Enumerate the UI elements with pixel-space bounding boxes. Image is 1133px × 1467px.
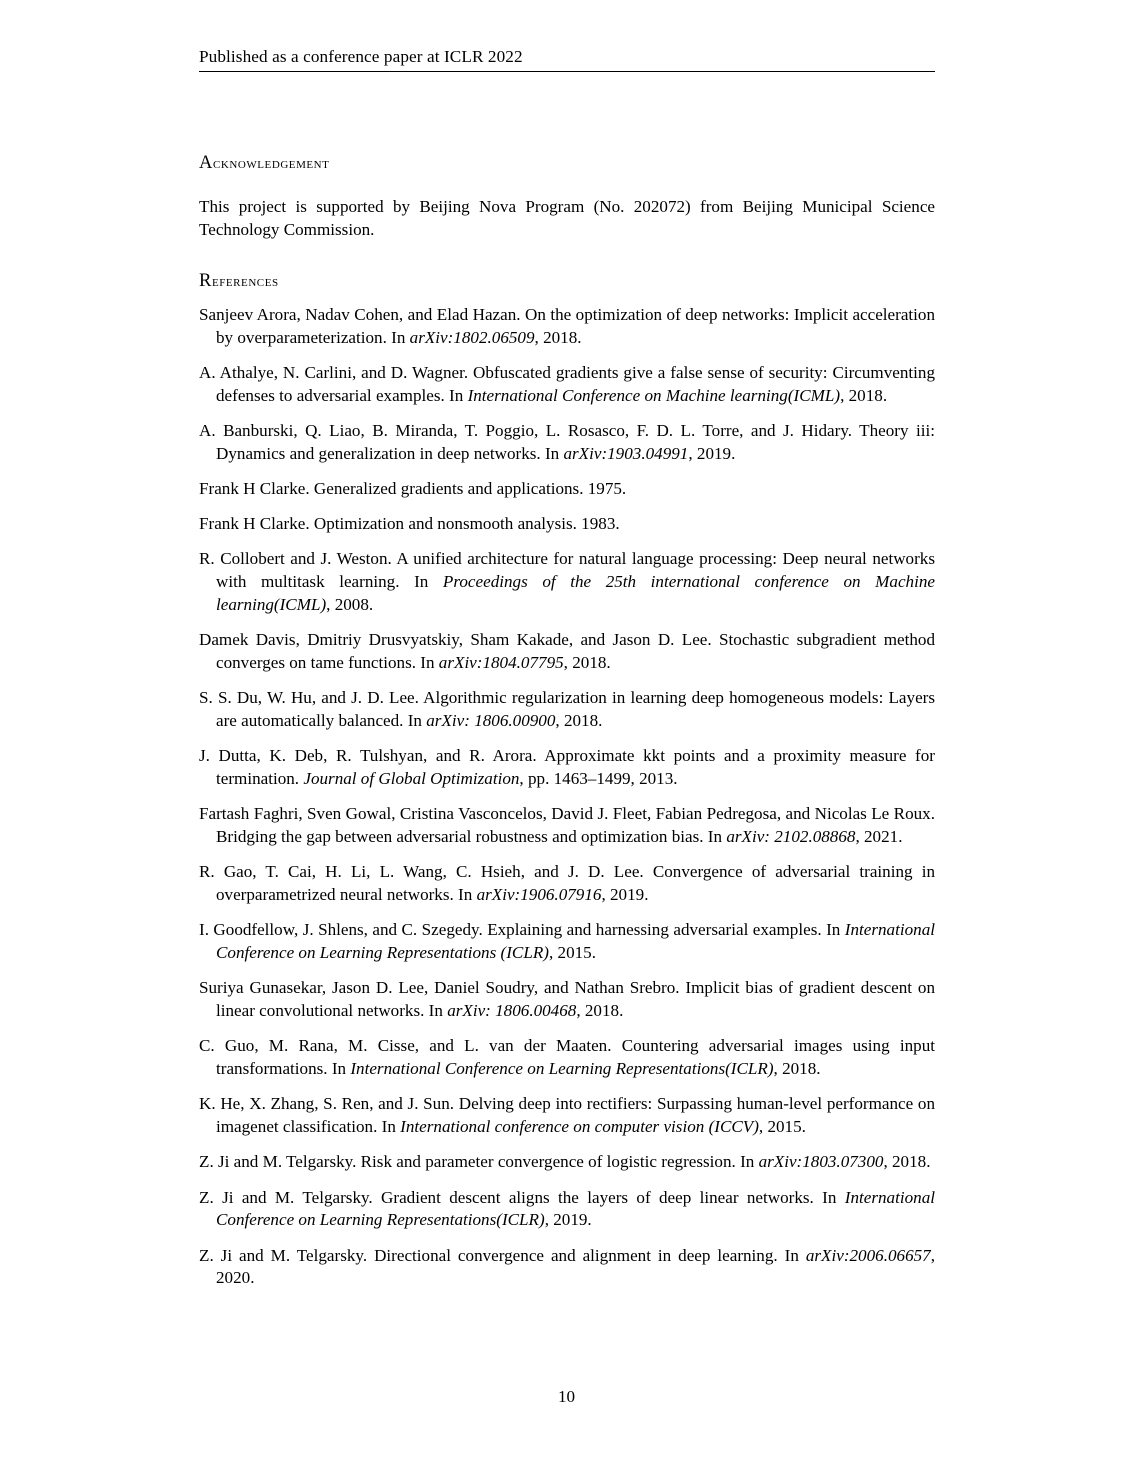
reference-venue: International Conference on Learning Representations(ICLR) [350, 1059, 774, 1079]
reference-text: , 2018. [534, 327, 582, 347]
reference-entry [199, 1151, 935, 1174]
reference-entry [199, 1093, 935, 1139]
references-heading-initial: R [199, 270, 212, 291]
reference-text: Z. Ji and M. Telgarsky. Directional convergence and alignment in deep learning. In [199, 1245, 806, 1265]
reference-text: , 2018. [555, 711, 603, 731]
reference-entry [199, 1187, 935, 1233]
reference-venue: arXiv: 1806.00900 [426, 711, 556, 731]
reference-venue: Journal of Global Optimization [303, 769, 520, 789]
reference-text: Z. Ji and M. Telgarsky. Risk and parameter convergence of logistic regression. In [199, 1152, 759, 1172]
reference-venue: arXiv:1804.07795 [438, 653, 564, 673]
reference-text: , pp. 1463–1499, 2013. [519, 769, 678, 789]
reference-text: , 2008. [326, 595, 374, 615]
reference-venue: arXiv:1802.06509 [409, 327, 535, 347]
reference-text: , 2019. [688, 443, 736, 463]
acknowledgement-heading [199, 152, 329, 174]
acknowledgement-heading-initial: A [199, 152, 213, 173]
reference-text: Z. Ji and M. Telgarsky. Gradient descent aligns the layers of deep linear networks. In [199, 1187, 845, 1207]
reference-venue: arXiv: 1806.00468 [447, 1001, 577, 1021]
running-header-text: Published as a conference paper at ICLR 2022 [199, 47, 523, 66]
reference-entry [199, 420, 935, 466]
reference-entry [199, 861, 935, 907]
reference-text: , 2018. [576, 1001, 624, 1021]
reference-text: Frank H Clarke. Generalized gradients and applications. 1975. [199, 479, 627, 499]
reference-entry [199, 1035, 935, 1081]
acknowledgement-heading-rest: cknowledgement [212, 155, 330, 172]
reference-text: , 2015. [758, 1117, 806, 1137]
reference-entry [199, 478, 935, 501]
reference-entry [199, 304, 935, 350]
reference-text: , 2019. [601, 885, 649, 905]
reference-venue: arXiv: 2102.08868 [726, 827, 856, 847]
reference-text: I. Goodfellow, J. Shlens, and C. Szegedy. Explaining and harnessing adversarial examples. In [199, 920, 845, 940]
reference-entry [199, 1245, 935, 1291]
reference-entry [199, 919, 935, 965]
reference-text: Fartash Faghri, Sven Gowal, Cristina Vasconcelos, David J. Fleet, Fabian Pedregosa, and Nicolas Le Roux. Bridging the gap between adversarial robustness and optimization bias. In [199, 804, 935, 847]
reference-text: R. Collobert and J. Weston. A unified architecture for natural language processing: Deep neural networks with multitask learning. In [199, 549, 935, 592]
reference-entry [199, 513, 935, 536]
reference-venue: International conference on computer vision (ICCV) [400, 1117, 759, 1137]
reference-venue: Proceedings of the 25th international conference on Machine learning(ICML) [216, 572, 935, 615]
reference-text: S. S. Du, W. Hu, and J. D. Lee. Algorithmic regularization in learning deep homogeneous models: Layers are automatically balanced. In [199, 688, 935, 731]
reference-venue: International Conference on Machine learning(ICML) [467, 385, 841, 405]
reference-text: K. He, X. Zhang, S. Ren, and J. Sun. Delving deep into rectifiers: Surpassing human-level performance on imagenet classification. In [199, 1094, 935, 1137]
reference-venue: arXiv:1903.04991 [563, 443, 689, 463]
reference-text: , 2018. [773, 1059, 821, 1079]
reference-venue: arXiv:1803.07300 [758, 1152, 884, 1172]
reference-entry [199, 687, 935, 733]
reference-text: Sanjeev Arora, Nadav Cohen, and Elad Hazan. On the optimization of deep networks: Implicit acceleration by overparameterization. In [199, 305, 935, 347]
reference-text: Frank H Clarke. Optimization and nonsmooth analysis. 1983. [199, 514, 620, 534]
reference-text: Suriya Gunasekar, Jason D. Lee, Daniel Soudry, and Nathan Srebro. Implicit bias of gradient descent on linear convolutional networks. In [199, 978, 935, 1021]
reference-text: , 2020. [216, 1245, 935, 1288]
reference-text: A. Athalye, N. Carlini, and D. Wagner. Obfuscated gradients give a false sense of security: Circumventing defenses to adversarial examples. In [199, 363, 935, 405]
reference-text: A. Banburski, Q. Liao, B. Miranda, T. Poggio, L. Rosasco, F. D. L. Torre, and J. Hidary. Theory iii: Dynamics and generalization in deep networks. In [199, 421, 935, 463]
reference-venue: International Conference on Learning Representations(ICLR) [216, 1187, 935, 1230]
references-heading [199, 270, 279, 292]
header-rule [199, 71, 935, 72]
reference-entry [199, 745, 935, 791]
references-heading-rest: eferences [211, 273, 279, 290]
acknowledgement-paragraph: This project is supported by Beijing Nova Program (No. 202072) from Beijing Municipal Science Technology Commission. [199, 197, 935, 239]
reference-entry [199, 629, 935, 675]
reference-text: Damek Davis, Dmitriy Drusvyatskiy, Sham Kakade, and Jason D. Lee. Stochastic subgradient method converges on tame functions. In [199, 630, 935, 673]
reference-text: , 2018. [840, 385, 888, 405]
acknowledgement-body [199, 196, 935, 241]
reference-venue: arXiv:2006.06657 [805, 1245, 931, 1265]
reference-entry [199, 548, 935, 616]
reference-text: J. Dutta, K. Deb, R. Tulshyan, and R. Arora. Approximate kkt points and a proximity measure for termination. [199, 746, 935, 789]
references-list [199, 304, 935, 1290]
reference-text: R. Gao, T. Cai, H. Li, L. Wang, C. Hsieh, and J. D. Lee. Convergence of adversarial training in overparametrized neural networks. In [199, 862, 935, 905]
reference-entry [199, 977, 935, 1023]
reference-venue: arXiv:1906.07916 [476, 885, 602, 905]
reference-venue: International Conference on Learning Representations (ICLR) [216, 920, 935, 963]
reference-text: , 2015. [548, 943, 596, 963]
running-header [199, 46, 935, 72]
reference-entry [199, 362, 935, 408]
reference-text: , 2018. [883, 1152, 931, 1172]
reference-text: , 2018. [563, 653, 611, 673]
reference-text: , 2019. [544, 1210, 592, 1230]
reference-text: C. Guo, M. Rana, M. Cisse, and L. van der Maaten. Countering adversarial images using input transformations. In [199, 1036, 935, 1079]
reference-text: , 2021. [855, 827, 903, 847]
page-number: 10 [557, 1387, 576, 1406]
reference-entry [199, 803, 935, 849]
